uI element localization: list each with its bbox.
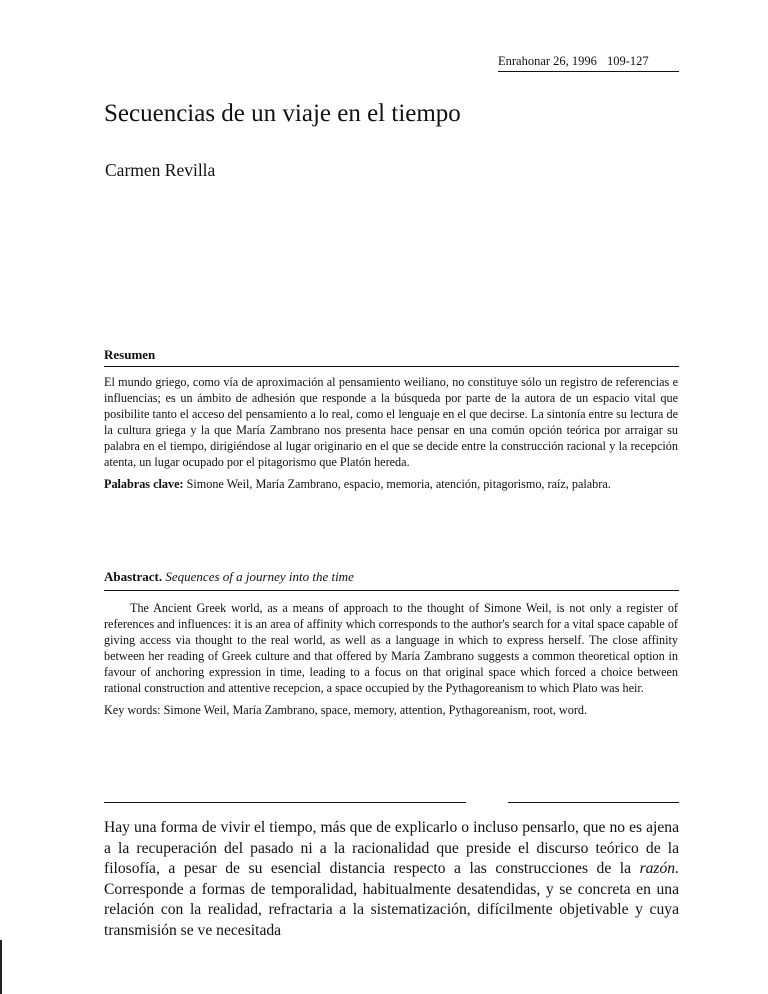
- abstract-keywords-label: Key words:: [104, 703, 161, 717]
- body-text-part1: Hay una forma de vivir el tiempo, más que de explicarlo o incluso pensarlo, que no es ajena a la recuperación del pasado ni a la racionalidad que preside el discurso teórico de la filosofía, a pesar de su esencial distancia respecto a las construcciones de la: [104, 819, 679, 877]
- resumen-section: [104, 374, 678, 492]
- article-author: Carmen Revilla: [105, 160, 216, 180]
- resumen-keywords-list: Simone Weil, María Zambrano, espacio, memoria, atención, pitagorismo, raíz, palabra.: [186, 477, 611, 491]
- abstract-title: Sequences of a journey into the time: [165, 569, 354, 584]
- resumen-rule: [104, 366, 679, 367]
- journal-citation: Enrahonar 26, 1996: [498, 54, 597, 68]
- resumen-keywords: [104, 476, 678, 492]
- abstract-keywords: [104, 702, 678, 718]
- scan-edge-mark: [0, 940, 2, 994]
- abstract-section: [104, 600, 678, 718]
- page-range: 109-127: [606, 54, 649, 68]
- body-paragraph: [104, 818, 679, 941]
- footer-rule-right: [508, 802, 679, 803]
- abstract-keywords-list: Simone Weil, María Zambrano, space, memory, attention, Pythagoreanism, root, word.: [163, 703, 588, 717]
- resumen-heading: Resumen: [104, 347, 156, 362]
- body-text-part2: Corresponde a formas de temporalidad, habitualmente desatendidas, y se concreta en una relación con la realidad, refractaria a la sistematización, difícilmente objetivable y cuya transmisión se ve necesitada: [104, 880, 679, 939]
- body-emphasis: razón.: [639, 860, 679, 877]
- abstract-rule: [104, 590, 679, 591]
- abstract-heading: Abastract.: [104, 569, 163, 584]
- resumen-text: El mundo griego, como vía de aproximación al pensamiento weiliano, no constituye sólo un registro de referencias e influencias; es un ámbito de adhesión que responde a la búsqueda por parte de la autora de un espacio vital que posibilite tanto el acceso del pensamiento a lo real, como el lenguaje en el que decirse. La sintonía entre su lectura de la cultura griega y la que María Zambrano nos presenta hace pensar en una común opción teórica por arraigar su palabra en el tiempo, dirigiéndose al lugar originario en el que se decide entre la construcción racional y la recepción atenta, un lugar ocupado por el pitagorismo que Platón hereda.: [104, 375, 678, 469]
- resumen-keywords-label: Palabras clave:: [104, 477, 184, 491]
- article-title: Secuencias de un viaje en el tiempo: [104, 100, 461, 127]
- running-head-rule: [498, 71, 679, 72]
- abstract-text: The Ancient Greek world, as a means of approach to the thought of Simone Weil, is not only a register of references and influences: it is an area of affinity which corresponds to the author's search for a vital space capable of giving access via thought to the real world, as well as a language in which to express herself. The close affinity between her reading of Greek culture and that offered by María Zambrano suggests a common theoretical option in favour of anchoring expression in time, leading to a focus on that original space which forced a choice between rational construction and attentive recepcion, a space occupied by the Pythagoreanism to which Plato was heir.: [104, 601, 678, 695]
- abstract-heading-line: [104, 569, 354, 585]
- running-head: [498, 54, 678, 69]
- footer-rule-left: [104, 802, 466, 803]
